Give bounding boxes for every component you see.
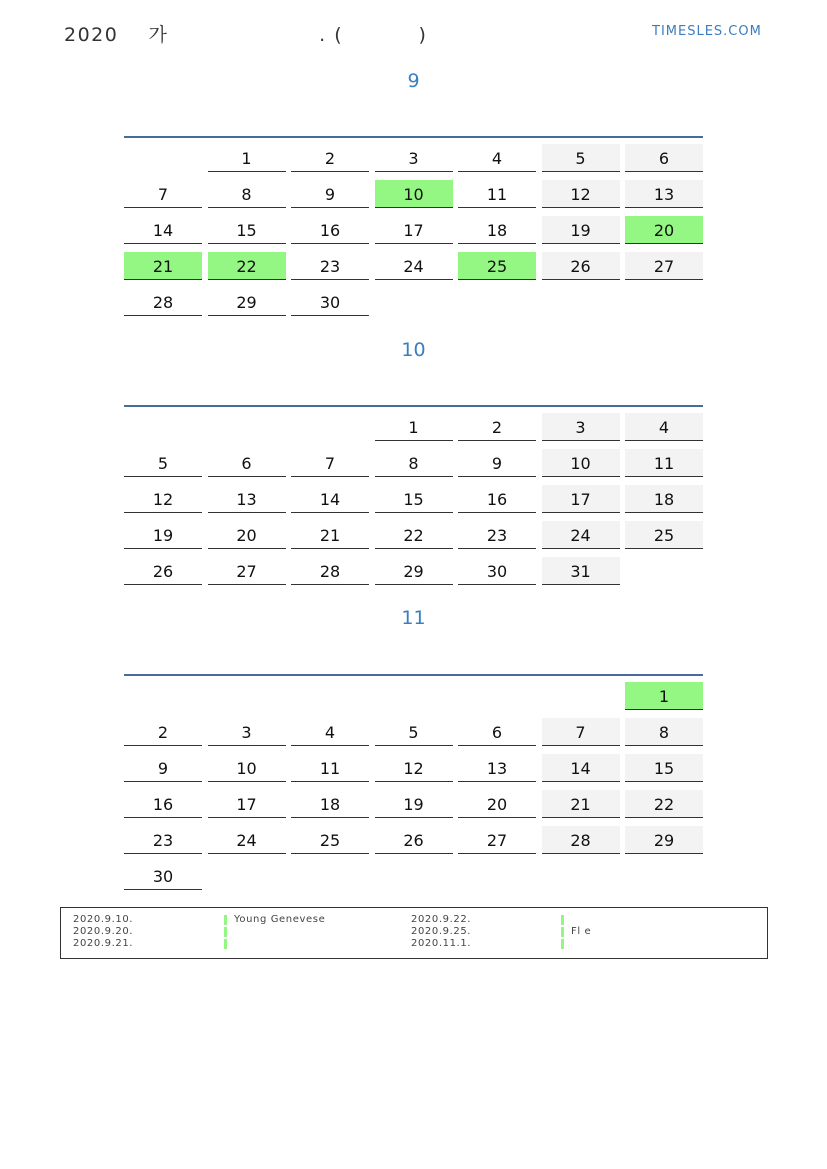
site-link[interactable]: TIMESLES.COM (652, 24, 762, 39)
month-title: 9 (407, 70, 420, 92)
calendar-day-cell: 17 (208, 790, 286, 818)
calendar-day-cell: 15 (208, 216, 286, 244)
calendar-day-cell: 28 (542, 826, 620, 854)
calendar-day-cell: 16 (291, 216, 369, 244)
legend-color-marker (561, 939, 564, 949)
calendar-day-cell: 17 (375, 216, 453, 244)
calendar-day-cell: 20 (458, 790, 536, 818)
legend-color-marker (561, 915, 564, 925)
calendar-day-cell: 23 (291, 252, 369, 280)
calendar-day-cell: 10 (208, 754, 286, 782)
calendar-day-cell: 25 (625, 521, 703, 549)
calendar-day-cell: 5 (375, 718, 453, 746)
legend-holiday-name: Fl e (571, 926, 592, 937)
calendar-day-cell: 19 (542, 216, 620, 244)
calendar-day-cell: 8 (208, 180, 286, 208)
legend-color-marker (224, 915, 227, 925)
calendar-day-cell: 13 (208, 485, 286, 513)
calendar-day-cell: 27 (208, 557, 286, 585)
calendar-day-cell: 30 (458, 557, 536, 585)
calendar-day-cell: 14 (124, 216, 202, 244)
calendar-day-cell: 26 (542, 252, 620, 280)
month-title: 10 (401, 339, 426, 361)
calendar-day-cell: 23 (124, 826, 202, 854)
calendar-day-cell: 18 (625, 485, 703, 513)
calendar-day-cell: 20 (208, 521, 286, 549)
calendar-day-cell: 15 (375, 485, 453, 513)
calendar-day-cell: 6 (458, 718, 536, 746)
legend-date: 2020.11.1. (411, 938, 472, 949)
calendar-day-cell: 29 (625, 826, 703, 854)
calendar-day-cell: 27 (458, 826, 536, 854)
calendar-day-cell: 22 (208, 252, 286, 280)
page-title: 2020 가 . ( ) (64, 24, 428, 46)
calendar-day-cell: 29 (375, 557, 453, 585)
legend-color-marker (561, 927, 564, 937)
calendar-day-cell: 17 (542, 485, 620, 513)
calendar-day-cell: 13 (458, 754, 536, 782)
calendar-day-cell: 9 (124, 754, 202, 782)
calendar-day-cell: 10 (542, 449, 620, 477)
calendar-day-cell: 26 (375, 826, 453, 854)
holiday-legend (60, 907, 768, 959)
calendar-day-cell: 3 (208, 718, 286, 746)
calendar-day-cell: 8 (375, 449, 453, 477)
calendar-day-cell: 12 (542, 180, 620, 208)
legend-holiday-name: Young Genevese (234, 914, 326, 925)
calendar-day-cell: 2 (124, 718, 202, 746)
legend-date: 2020.9.22. (411, 914, 472, 925)
legend-date: 2020.9.20. (73, 926, 134, 937)
calendar-day-cell: 26 (124, 557, 202, 585)
calendar-day-cell: 7 (124, 180, 202, 208)
legend-date: 2020.9.10. (73, 914, 134, 925)
calendar-day-cell: 6 (208, 449, 286, 477)
calendar-day-cell: 30 (291, 288, 369, 316)
calendar-day-cell: 2 (291, 144, 369, 172)
calendar-day-cell: 11 (458, 180, 536, 208)
calendar-day-cell: 12 (375, 754, 453, 782)
calendar-day-cell: 7 (542, 718, 620, 746)
calendar-day-cell: 13 (625, 180, 703, 208)
calendar-day-cell: 25 (291, 826, 369, 854)
calendar-day-cell: 9 (291, 180, 369, 208)
calendar-day-cell: 18 (458, 216, 536, 244)
calendar-day-cell: 1 (375, 413, 453, 441)
calendar-day-cell: 5 (542, 144, 620, 172)
legend-date: 2020.9.21. (73, 938, 134, 949)
calendar-day-cell: 5 (124, 449, 202, 477)
month-divider (124, 405, 703, 407)
month-divider (124, 674, 703, 676)
legend-color-marker (224, 927, 227, 937)
calendar-day-cell: 12 (124, 485, 202, 513)
calendar-day-cell: 31 (542, 557, 620, 585)
calendar-day-cell: 19 (124, 521, 202, 549)
calendar-day-cell: 20 (625, 216, 703, 244)
month-title: 11 (401, 607, 426, 629)
calendar-day-cell: 9 (458, 449, 536, 477)
calendar-day-cell: 28 (124, 288, 202, 316)
calendar-day-cell: 3 (542, 413, 620, 441)
calendar-day-cell: 15 (625, 754, 703, 782)
calendar-day-cell: 21 (124, 252, 202, 280)
calendar-day-cell: 6 (625, 144, 703, 172)
calendar-day-cell: 22 (625, 790, 703, 818)
calendar-day-cell: 30 (124, 862, 202, 890)
calendar-day-cell: 7 (291, 449, 369, 477)
calendar-day-cell: 24 (375, 252, 453, 280)
calendar-day-cell: 16 (458, 485, 536, 513)
calendar-day-cell: 18 (291, 790, 369, 818)
calendar-day-cell: 1 (208, 144, 286, 172)
calendar-day-cell: 29 (208, 288, 286, 316)
calendar-day-cell: 28 (291, 557, 369, 585)
calendar-day-cell: 11 (291, 754, 369, 782)
calendar-day-cell: 14 (542, 754, 620, 782)
calendar-day-cell: 8 (625, 718, 703, 746)
calendar-day-cell: 4 (625, 413, 703, 441)
calendar-day-cell: 2 (458, 413, 536, 441)
calendar-day-cell: 4 (291, 718, 369, 746)
calendar-day-cell: 23 (458, 521, 536, 549)
calendar-day-cell: 24 (542, 521, 620, 549)
calendar-day-cell: 10 (375, 180, 453, 208)
calendar-day-cell: 22 (375, 521, 453, 549)
legend-color-marker (224, 939, 227, 949)
calendar-day-cell: 27 (625, 252, 703, 280)
calendar-day-cell: 11 (625, 449, 703, 477)
calendar-day-cell: 4 (458, 144, 536, 172)
calendar-day-cell: 21 (291, 521, 369, 549)
calendar-day-cell: 14 (291, 485, 369, 513)
calendar-day-cell: 1 (625, 682, 703, 710)
calendar-day-cell: 24 (208, 826, 286, 854)
calendar-day-cell: 21 (542, 790, 620, 818)
calendar-day-cell: 25 (458, 252, 536, 280)
calendar-day-cell: 16 (124, 790, 202, 818)
month-divider (124, 136, 703, 138)
calendar-day-cell: 3 (375, 144, 453, 172)
legend-date: 2020.9.25. (411, 926, 472, 937)
calendar-day-cell: 19 (375, 790, 453, 818)
